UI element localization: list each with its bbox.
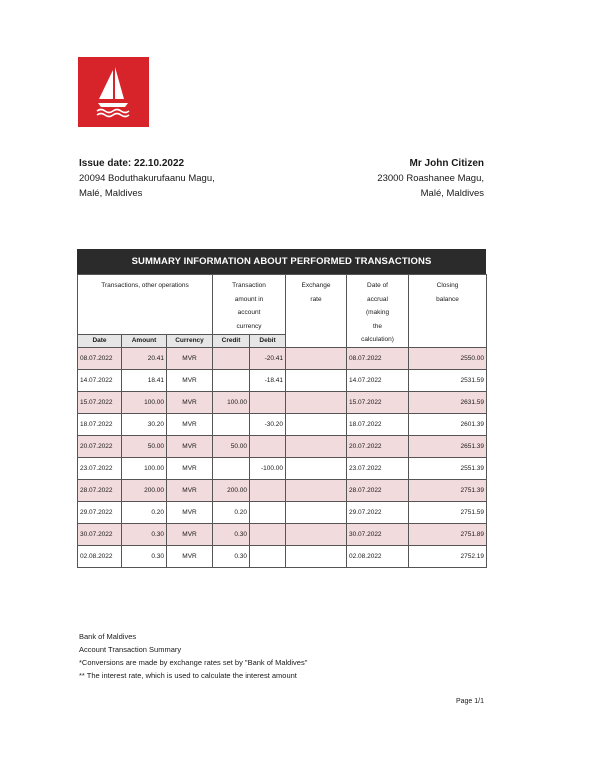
cell-credit — [213, 457, 250, 479]
cell-accrual: 15.07.2022 — [347, 391, 409, 413]
cell-date: 14.07.2022 — [78, 369, 122, 391]
cell-credit — [213, 347, 250, 369]
subheader-credit: Credit — [213, 335, 250, 347]
conversion-note: *Conversions are made by exchange rates set by "Bank of Maldives" — [79, 658, 308, 667]
cell-currency: MVR — [167, 501, 213, 523]
page-number: Page 1/1 — [455, 698, 484, 705]
cell-currency: MVR — [167, 369, 213, 391]
cell-debit — [250, 501, 286, 523]
cell-amount: 0.30 — [122, 545, 167, 567]
cell-date: 20.07.2022 — [78, 435, 122, 457]
table-row — [78, 435, 487, 457]
subheader-amount: Amount — [122, 335, 167, 347]
subheader-date: Date — [78, 335, 122, 347]
cell-credit: 50.00 — [213, 435, 250, 457]
subheader-debit: Debit — [250, 335, 286, 347]
cell-debit: -18.41 — [250, 369, 286, 391]
cell-balance: 2752.19 — [409, 545, 487, 567]
cell-exchange — [286, 479, 347, 501]
table-row — [78, 457, 487, 479]
subheader-currency: Currency — [167, 335, 213, 347]
cell-balance: 2631.59 — [409, 391, 487, 413]
cell-amount: 30.20 — [122, 413, 167, 435]
cell-credit: 200.00 — [213, 479, 250, 501]
recipient-block — [377, 156, 484, 201]
cell-amount: 20.41 — [122, 347, 167, 369]
table-row — [78, 523, 487, 545]
cell-debit — [250, 479, 286, 501]
cell-credit: 100.00 — [213, 391, 250, 413]
bank-name: Bank of Maldives — [79, 632, 137, 641]
cell-balance: 2751.59 — [409, 501, 487, 523]
issuer-block — [79, 156, 215, 201]
cell-date: 29.07.2022 — [78, 501, 122, 523]
cell-currency: MVR — [167, 523, 213, 545]
cell-credit — [213, 369, 250, 391]
cell-exchange — [286, 347, 347, 369]
cell-accrual: 29.07.2022 — [347, 501, 409, 523]
cell-currency: MVR — [167, 391, 213, 413]
cell-amount: 100.00 — [122, 391, 167, 413]
header-transaction-amount: Transaction amount in account currency — [213, 275, 286, 335]
cell-currency: MVR — [167, 457, 213, 479]
header-date-of-accrual: Date of accrual (making the calculation) — [347, 275, 409, 348]
cell-balance: 2550.00 — [409, 347, 487, 369]
cell-exchange — [286, 435, 347, 457]
cell-balance: 2531.59 — [409, 369, 487, 391]
cell-debit — [250, 545, 286, 567]
cell-exchange — [286, 391, 347, 413]
table-row — [78, 501, 487, 523]
cell-currency: MVR — [167, 545, 213, 567]
cell-accrual: 14.07.2022 — [347, 369, 409, 391]
cell-currency: MVR — [167, 347, 213, 369]
cell-amount: 50.00 — [122, 435, 167, 457]
cell-balance: 2551.39 — [409, 457, 487, 479]
cell-date: 28.07.2022 — [78, 479, 122, 501]
cell-debit: -100.00 — [250, 457, 286, 479]
table-row — [78, 391, 487, 413]
cell-date: 15.07.2022 — [78, 391, 122, 413]
transactions-table-wrapper — [77, 249, 486, 568]
table-row — [78, 369, 487, 391]
cell-currency: MVR — [167, 479, 213, 501]
table-row — [78, 413, 487, 435]
cell-accrual: 18.07.2022 — [347, 413, 409, 435]
cell-amount: 0.30 — [122, 523, 167, 545]
recipient-address-line1: 23000 Roashanee Magu, — [377, 173, 484, 184]
cell-exchange — [286, 523, 347, 545]
header-closing-balance: Closing balance — [409, 275, 487, 348]
header-exchange-rate: Exchange rate — [286, 275, 347, 348]
cell-accrual: 08.07.2022 — [347, 347, 409, 369]
table-title: SUMMARY INFORMATION ABOUT PERFORMED TRANSACTIONS — [77, 249, 486, 274]
table-row — [78, 479, 487, 501]
cell-amount: 0.20 — [122, 501, 167, 523]
issue-date: Issue date: 22.10.2022 — [79, 158, 185, 169]
document-type: Account Transaction Summary — [79, 645, 182, 654]
cell-debit: -20.41 — [250, 347, 286, 369]
table-group-header-row — [78, 275, 487, 335]
cell-debit: -30.20 — [250, 413, 286, 435]
issuer-address-line2: Malé, Maldives — [79, 188, 143, 199]
cell-amount: 100.00 — [122, 457, 167, 479]
cell-exchange — [286, 545, 347, 567]
cell-credit: 0.20 — [213, 501, 250, 523]
cell-credit — [213, 413, 250, 435]
cell-accrual: 02.08.2022 — [347, 545, 409, 567]
cell-date: 30.07.2022 — [78, 523, 122, 545]
cell-debit — [250, 435, 286, 457]
cell-accrual: 30.07.2022 — [347, 523, 409, 545]
cell-date: 23.07.2022 — [78, 457, 122, 479]
cell-accrual: 23.07.2022 — [347, 457, 409, 479]
recipient-name: Mr John Citizen — [409, 158, 484, 169]
cell-accrual: 20.07.2022 — [347, 435, 409, 457]
cell-currency: MVR — [167, 413, 213, 435]
cell-credit: 0.30 — [213, 545, 250, 567]
cell-balance: 2651.39 — [409, 435, 487, 457]
table-row — [78, 347, 487, 369]
cell-exchange — [286, 501, 347, 523]
cell-balance: 2751.89 — [409, 523, 487, 545]
cell-amount: 200.00 — [122, 479, 167, 501]
cell-date: 08.07.2022 — [78, 347, 122, 369]
cell-exchange — [286, 457, 347, 479]
footer-notes — [79, 630, 307, 682]
table-row — [78, 545, 487, 567]
cell-currency: MVR — [167, 435, 213, 457]
cell-credit: 0.30 — [213, 523, 250, 545]
cell-balance: 2601.39 — [409, 413, 487, 435]
cell-date: 18.07.2022 — [78, 413, 122, 435]
recipient-address-line2: Malé, Maldives — [420, 188, 484, 199]
cell-amount: 18.41 — [122, 369, 167, 391]
cell-accrual: 28.07.2022 — [347, 479, 409, 501]
sailboat-icon — [78, 57, 149, 127]
bank-logo — [78, 57, 149, 127]
cell-date: 02.08.2022 — [78, 545, 122, 567]
header-transactions: Transactions, other operations — [78, 275, 213, 335]
transactions-table — [77, 274, 487, 568]
interest-note: ** The interest rate, which is used to calculate the interest amount — [79, 671, 297, 680]
cell-exchange — [286, 413, 347, 435]
cell-debit — [250, 391, 286, 413]
cell-exchange — [286, 369, 347, 391]
cell-debit — [250, 523, 286, 545]
issuer-address-line1: 20094 Boduthakurufaanu Magu, — [79, 173, 215, 184]
cell-balance: 2751.39 — [409, 479, 487, 501]
